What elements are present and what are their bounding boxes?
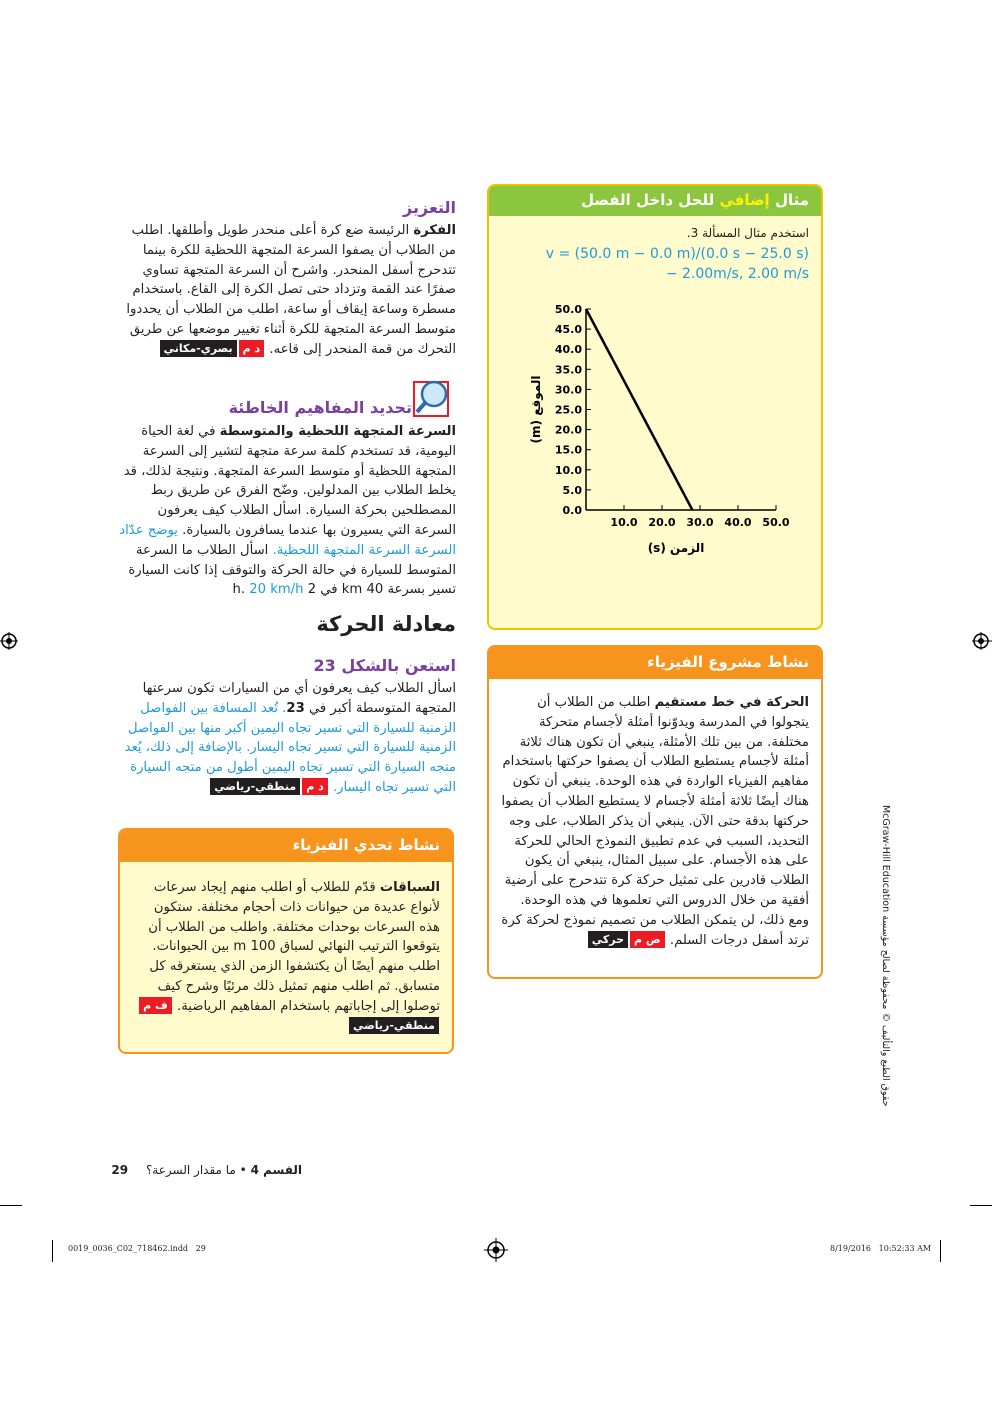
chart-y-tick-label: 0.0 xyxy=(562,504,582,517)
slug-date: 8/19/2016 10:52:33 AM xyxy=(830,1244,932,1253)
figure-link-tag-style: منطقي-رياضي xyxy=(210,778,300,795)
chart-y-tick-label: 25.0 xyxy=(554,403,582,417)
misconceptions-text xyxy=(112,422,456,600)
footer-section: القسم 4 xyxy=(250,1163,302,1177)
page-number: 29 xyxy=(111,1163,129,1177)
registration-mark-icon xyxy=(0,630,20,652)
challenge-tag-level: ف م xyxy=(139,997,172,1014)
project-body: اطلب من الطلاب أن يتجولوا في المدرسة ويدوّنوا أمثلة لأجسام متحركة مختلفة. من بين تلك الأمثلة، ينبغي أن تكون هناك ثلاثة أمثلة لأجسام يستطيع الطلاب أن يصفوا حركتها باستخدام مفاهيم الفيزياء الواردة في هذه الوحدة. ينبغي أن تكون هناك أيضًا ثلاثة أمثلة لأجسام لا يستطيع الطلاب أن يصفوا حركتها بدقة حتى الآن. ينبغي أن يذكر الطلاب، على وجه التحديد، السبب في عدم تطبيق النموذج الحالي للحركة على هذه الأجسام. على سبيل المثال، ينبغي أن يكون الطلاب قادرين على تمثيل حركة كرة تتدحرج على أرضية أفقية من خلال الدروس التي تعلموها في هذه الوحدة. ومع ذلك، لن يتمكن الطلاب من تصميم نموذج لحركة كرة ترتد أسفل درجات السلم. xyxy=(501,695,809,948)
footer-section-title: ما مقدار السرعة؟ xyxy=(145,1163,236,1177)
chart-x-tick-label: 20.0 xyxy=(648,516,676,529)
chart-y-tick-label: 20.0 xyxy=(554,423,582,437)
project-activity-box xyxy=(487,645,823,979)
misconceptions-title: تحديد المفاهيم الخاطئة xyxy=(228,398,412,417)
chart-series-line xyxy=(586,309,692,510)
crop-mark xyxy=(970,1205,992,1206)
extra-example-header-hi: إضافي xyxy=(719,191,770,209)
challenge-text xyxy=(120,862,452,1044)
footer-bullet: • xyxy=(235,1163,251,1177)
extra-example-header-post: للحل داخل الفصل xyxy=(581,191,720,209)
extra-example-box xyxy=(487,184,823,630)
challenge-tag-style: منطقي-رياضي xyxy=(349,1017,439,1034)
reinforcement-tag-level: د م xyxy=(239,340,265,357)
project-lead: الحركة في خط مستقيم xyxy=(654,695,809,710)
figure-link-number: 23 xyxy=(286,700,305,716)
copyright-wrap xyxy=(880,805,902,1135)
extra-example-equation-1: v = (50.0 m − 0.0 m)/(0.0 s − 25.0 s) xyxy=(545,246,809,262)
figure-link-title: استعن بالشكل 23 xyxy=(313,656,456,675)
figure-link-text xyxy=(112,679,456,798)
reinforcement-section xyxy=(112,198,456,360)
slug-file: 0019_0036_C02_718462.indd 29 xyxy=(68,1244,206,1253)
chart-y-axis-label: الموقع (m) xyxy=(529,375,543,444)
chart-y-tick-label: 45.0 xyxy=(554,323,582,337)
figure-link-answer: . تُعد المسافة بين الفواصل الزمنية للسيارة التي تسير تجاه اليمين أكبر منها بين الفواصل الزمنية للسيارة التي تسير تجاه اليسار. بالإضافة إلى ذلك، يُعد متجه السيارة التي تسير تجاه اليمين أطول من متجه السيارة التي تسير تجاه اليسار. xyxy=(124,700,456,795)
reinforcement-title: التعزيز xyxy=(403,198,456,217)
chart-x-axis-label: الزمن (s) xyxy=(647,541,705,555)
figure-link-section xyxy=(112,656,456,798)
copyright-notice: حقوق الطبع والتأليف © محفوظة لصالح مؤسسة McGraw-Hill Education xyxy=(880,805,891,1107)
misconceptions-section xyxy=(112,422,456,600)
reinforcement-lead: الفكرة xyxy=(413,223,456,238)
position-time-chart xyxy=(489,186,823,630)
extra-example-intro: استخدم مثال المسألة 3. xyxy=(686,226,809,240)
registration-mark-icon xyxy=(970,630,992,652)
chart-y-tick-label: 30.0 xyxy=(554,383,582,397)
misconceptions-answer2: 20 km/h xyxy=(245,582,304,598)
crop-mark xyxy=(0,1205,22,1206)
chart-y-tick-label: 5.0 xyxy=(562,483,582,497)
chart-y-tick-label: 35.0 xyxy=(554,363,582,377)
crop-mark xyxy=(940,1240,941,1262)
chart-x-tick-label: 10.0 xyxy=(610,516,638,529)
challenge-activity-box xyxy=(118,828,454,1054)
chart-x-tick-label: 40.0 xyxy=(724,516,752,529)
chart-y-tick-label: 15.0 xyxy=(554,443,582,457)
chart-y-tick-label: 10.0 xyxy=(554,463,582,477)
misconceptions-lead: السرعة المتجهة اللحظية والمتوسطة xyxy=(219,424,456,439)
chart-x-tick-label: 50.0 xyxy=(762,516,790,529)
equation-of-motion-title: معادلة الحركة xyxy=(316,612,456,636)
project-tag-level: ض م xyxy=(630,931,665,948)
reinforcement-body: الرئيسة ضع كرة أعلى منحدر طويل وأطلقها. اطلب من الطلاب أن يصفوا السرعة المتجهة اللحظية للكرة بينما تتدحرج أسفل المنحدر. واشرح أن السرعة المتجهة تساوي صفرًا عند القمة وتزداد حتى تصل الكرة إلى القاع. باستخدام مسطرة وساعة إيقاف أو ساعة، اطلب من الطلاب أن يحددوا متوسط السرعة المتجهة للكرة أثناء تغيير موضعها عن طريق التحرك من قمة المنحدر إلى قاعه. xyxy=(126,223,456,357)
chart-x-tick-label: 30.0 xyxy=(686,516,714,529)
misconceptions-title-wrap xyxy=(112,398,412,417)
misconceptions-answer1: يوضح عدّاد السرعة السرعة المتجهة اللحظية. xyxy=(119,522,456,558)
figure-link-question: اسأل الطلاب كيف يعرفون أي من السيارات تكون سرعتها المتجهة المتوسطة أكبر في xyxy=(142,681,456,716)
registration-mark-icon xyxy=(484,1238,508,1262)
chart-y-tick-label: 40.0 xyxy=(554,343,582,357)
reinforcement-tag-style: بصري-مكاني xyxy=(160,340,237,357)
misconceptions-question2: اسأل الطلاب ما السرعة المتوسط للسيارة في حالة الحركة والتوقف إذا كانت السيارة تسير بسرعة 40 km في 2 h. xyxy=(128,542,456,598)
project-header: نشاط مشروع الفيزياء xyxy=(489,647,821,679)
extra-example-equation-2: − 2.00m/s, 2.00 m/s xyxy=(665,266,809,282)
figure-link-tag-level: د م xyxy=(302,778,328,795)
challenge-body: قدّم للطلاب أو اطلب منهم إيجاد سرعات لأنواع عديدة من حيوانات ذات أحجام مختلفة. ستكون هذه السرعات بوحدات مختلفة. واطلب من الطلاب أن يتوقعوا الترتيب النهائي لسباق 100 m بين الحيوانات. اطلب منهم أيضًا أن يكتشفوا الزمن الذي يستغرقه كل متسابق. ثم اطلب منهم تمثيل ذلك مرئيًا وشرح كيف توصلوا إلى إجاباتهم باستخدام المفاهيم الرياضية. xyxy=(148,880,440,1014)
project-text xyxy=(489,679,821,958)
challenge-lead: السباقات xyxy=(379,880,440,895)
chart-y-tick-label: 50.0 xyxy=(554,303,582,316)
project-tag-style: حركي xyxy=(588,931,628,948)
page-footer xyxy=(112,1163,302,1177)
crop-mark xyxy=(52,1240,53,1262)
magnifier-icon xyxy=(412,378,452,418)
reinforcement-text xyxy=(112,221,456,360)
extra-example-header-pre: مثال xyxy=(769,191,809,209)
misconceptions-body: في لغة الحياة اليومية، قد تستخدم كلمة سرعة متجهة لتشير إلى السرعة المتجهة اللحظية أو متوسط السرعة المتجهة. ونتيجة لذلك، قد يخلط الطلاب بين المدلولين. وضّح الفرق عن طريق ربط المصطلحين بحركة السيارة. اسأل الطلاب كيف يعرفون السرعة التي يسيرون بها عندما يسافرون بالسيارة. xyxy=(123,424,456,538)
challenge-header: نشاط تحدي الفيزياء xyxy=(120,830,452,862)
